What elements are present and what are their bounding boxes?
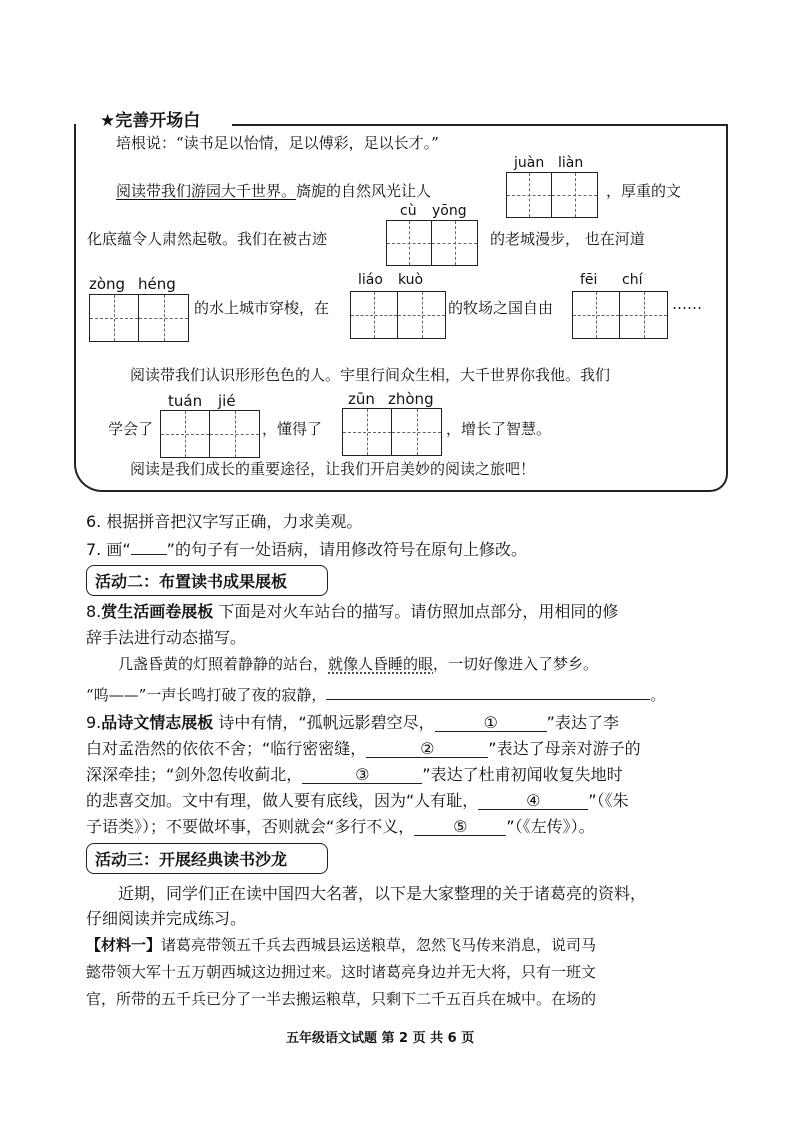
q9-line-5-end: ”（《左传》）。 [506,817,595,836]
question-9-line-3 [86,762,623,785]
q9-line-2-start: 白对孟浩然的依依不舍；“临行密密缝， [86,739,367,758]
pinyin-liao: liáo [358,272,383,288]
example-end: ，一切好像进入了梦乡。 [433,655,599,673]
section-3-para-1: 近期，同学们正在读中国四大名著，以下是大家整理的关于诸葛亮的资料， [118,884,647,903]
question-7 [86,536,527,560]
page-footer: 五年级语文试题 第 2 页 共 6 页 [286,1031,475,1046]
pinyin-kuo: kuò [398,272,424,288]
question-8-answer-line [86,681,665,705]
material-1-line-1 [86,934,596,955]
q9-line-5-start: 子语类》）；不要做坏事，否则就会“多行不义， [86,817,415,836]
pinyin-zhong: zhòng [388,390,434,408]
material-1-line-2: 懿带领大军十五万朝西城这边拥过来。这时诸葛亮身边并无大将，只有一班文 [86,963,597,981]
pinyin-yong: yōng [432,203,467,219]
question-7-start: 7. 画“ [86,540,131,559]
q9-line-4-start: 的悲喜交加。文中有理，做人要有底线，因为“人有耻， [86,791,479,810]
question-8-text-1: 下面是对火车站台的描写。请仿照加点部分，用相同的修 [213,602,619,621]
q9-line-4-end: ”（《朱 [588,791,629,810]
pinyin-fei: fēi [580,272,598,288]
intro-line-3-ellipsis: …… [672,295,702,313]
q9-line-1-start: 诗中有情，“孤帆远影碧空尽， [213,713,435,732]
answer-grid-liaokuo[interactable] [350,291,446,339]
question-9-line-4 [86,788,629,811]
answer-line-end: 。 [650,686,666,704]
intro-line-3b: 的牧场之国自由 [448,299,554,317]
intro-line-1-end: ，厚重的文 [606,182,682,200]
answer-blank-3[interactable]: ③ [302,765,422,784]
answer-grid-zongheng[interactable] [89,294,189,342]
pinyin-tuan: tuán [168,392,203,410]
question-8-example [118,653,598,674]
answer-grid-cuyong[interactable] [386,220,478,266]
pinyin-heng: héng [138,275,176,293]
underline-marker [131,536,167,555]
material-1-line-3: 官，所带的五千兵已分了一半去搬运粮草，只剩下二千五百兵在城中。在场的 [86,990,597,1008]
answer-blank-1[interactable]: ① [435,713,547,732]
question-8-title: 赏生活画卷展板 [101,602,214,621]
intro-line-4: 阅读带我们认识形形色色的人。宇里行间众生相，大千世界你我他。我们 [130,366,611,384]
answer-grid-zunzhong[interactable] [342,408,442,456]
intro-line-6: 阅读是我们成长的重要途径，让我们开启美妙的阅读之旅吧！ [130,460,536,478]
intro-line-5b: ，懂得了 [262,420,323,438]
intro-line-1 [116,180,431,201]
question-6: 6. 根据拼音把汉字写正确，力求美观。 [86,512,363,531]
pinyin-juan: juàn [514,155,545,171]
pinyin-zong: zòng [89,275,126,293]
intro-box-top-border [232,124,726,126]
material-1-label: 【材料一】 [86,936,162,954]
activity-2-heading: 活动二：布置读书成果展板 [86,565,328,596]
material-1-text-1: 诸葛亮带领五千兵去西城县运送粮草，忽然飞马传来消息，说司马 [161,936,597,954]
intro-line-2-end: 的老城漫步， 也在河道 [490,230,645,248]
pinyin-chi: chí [622,272,643,288]
answer-blank-4[interactable]: ④ [478,791,588,810]
question-9-title: 品诗文情志展板 [101,713,214,732]
intro-title: ★完善开场白 [100,111,201,131]
answer-blank-2[interactable]: ② [366,739,488,758]
pinyin-lian: liàn [558,155,584,171]
q9-line-3-end: ”表达了杜甫初闻收复失地时 [422,765,623,784]
underlined-sentence: 阅读带我们游园大千世界。 [116,182,297,200]
answer-grid-feichi[interactable] [572,291,668,339]
answer-grid-tuanjie[interactable] [160,410,260,458]
question-8-line-2: 辞手法进行动态描写。 [86,628,247,647]
intro-line-3a: 的水上城市穿梭，在 [194,299,330,317]
question-9-line-1 [86,710,619,733]
example-start: 几盏昏黄的灯照着静静的站台， [118,655,329,673]
bacon-quote: 培根说：“读书足以怡情，足以傅彩，足以长才。” [116,134,439,152]
pinyin-zun: zūn [348,390,375,408]
intro-line-2: 化底蕴令人肃然起敬。我们在被古迹 [87,230,328,248]
question-9-line-2 [86,736,641,759]
answer-blank-5[interactable]: ⑤ [414,817,506,836]
pinyin-jie: jié [218,392,236,410]
q9-line-3-start: 深深牵挂；“剑外忽传收蓟北， [86,765,303,784]
intro-line-1-text: 旖旎的自然风光让人 [296,182,432,200]
intro-line-5c: ，增长了智慧。 [446,420,552,438]
activity-3-heading: 活动三：开展经典读书沙龙 [86,843,328,874]
question-7-end: ”的句子有一处语病，请用修改符号在原句上修改。 [166,540,527,559]
pinyin-cu: cù [400,203,417,219]
question-9-line-5 [86,814,595,837]
intro-line-5a: 学会了 [108,420,154,438]
question-8-number: 8. [86,602,102,621]
answer-grid-juanlian[interactable] [506,172,598,218]
example-dotted-phrase: 就像人昏睡的眼 [328,655,434,673]
section-3-para-2: 仔细阅读并完成练习。 [86,909,247,928]
answer-blank-q8[interactable] [326,681,650,700]
question-9-number: 9. [86,713,102,732]
answer-line-start: “呜——”一声长鸣打破了夜的寂静， [86,686,327,704]
question-8-line-1 [86,599,618,622]
q9-line-1-end: ”表达了李 [546,713,619,732]
q9-line-2-end: ”表达了母亲对游子的 [488,739,641,758]
